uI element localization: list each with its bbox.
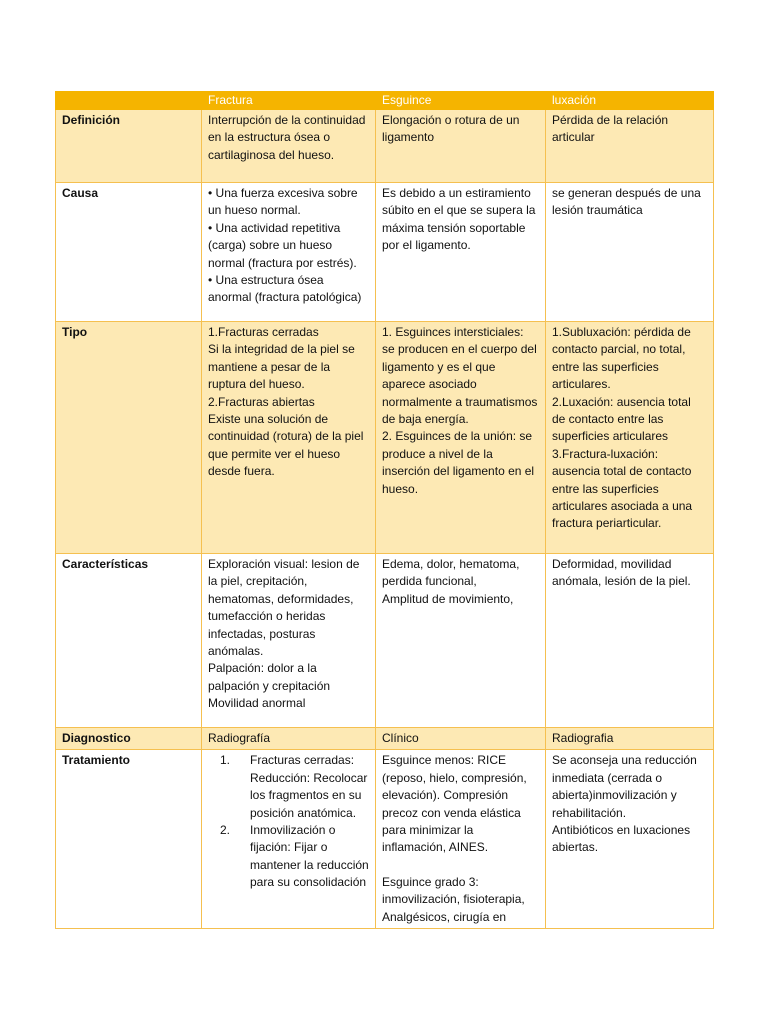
cell-tratamiento-fractura — [202, 750, 376, 929]
cell-tratamiento-esguince — [376, 750, 546, 929]
cell-diagnostico-luxacion: Radiografia — [546, 728, 714, 750]
text-line: Si la integridad de la piel se mantiene a pesar de la ruptura del hueso. — [208, 342, 355, 392]
text-line: Amplitud de movimiento, — [382, 591, 514, 606]
cell-diagnostico-esguince: Clínico — [376, 728, 546, 750]
row-diagnostico — [56, 728, 714, 750]
header-esguince: Esguince — [376, 92, 546, 110]
list-item — [208, 822, 369, 892]
text-line: Existe una solución de continuidad (rotura) de la piel que permite ver el hueso desde fuera. — [208, 412, 364, 479]
row-label: Diagnostico — [56, 728, 202, 750]
paragraph-gap — [382, 857, 539, 874]
list-number: 1. — [220, 753, 231, 768]
bullet-item: • Una fuerza excesiva sobre un hueso normal. — [208, 186, 358, 218]
cell-definicion-esguince: Elongación o rotura de un ligamento — [376, 110, 546, 183]
row-label: Definición — [56, 110, 202, 183]
list-item — [208, 752, 369, 822]
header-empty-cell — [56, 92, 202, 110]
cell-caracteristicas-fractura — [202, 554, 376, 728]
text-line: Edema, dolor, hematoma, perdida funcional, — [382, 557, 520, 589]
text-line: Se aconseja una reducción inmediata (cerrada o abierta)inmovilización y rehabilitación. — [552, 753, 697, 820]
list-text: Fracturas cerradas: Reducción: Recolocar los fragmentos en su posición anatómica. — [250, 753, 368, 820]
cell-definicion-fractura: Interrupción de la continuidad en la estructura ósea o cartilaginosa del hueso. — [202, 110, 376, 183]
header-fractura: Fractura — [202, 92, 376, 110]
cell-tratamiento-luxacion — [546, 750, 714, 929]
list-number: 2. — [220, 823, 231, 838]
cell-causa-luxacion: se generan después de una lesión traumática — [546, 183, 714, 322]
row-tipo — [56, 322, 714, 554]
row-label: Causa — [56, 183, 202, 322]
text-line: 2.Fracturas abiertas — [208, 394, 315, 409]
text-line: Esguince menos: RICE (reposo, hielo, compresión, elevación). Compresión precoz con venda elástica para minimizar la inflamación, AINES. — [382, 753, 527, 855]
numbered-list — [208, 752, 369, 891]
row-definicion — [56, 110, 714, 183]
row-caracteristicas — [56, 554, 714, 728]
comparison-table — [55, 91, 714, 929]
cell-definicion-luxacion: Pérdida de la relación articular — [546, 110, 714, 183]
cell-tipo-luxacion — [546, 322, 714, 554]
text-line: 1. Esguinces intersticiales: se producen en el cuerpo del ligamento y es el que aparece asociado normalmente a traumatismos de baja energía. — [382, 325, 538, 427]
list-text: Inmovilización o fijación: Fijar o mantener la reducción para su consolidación — [250, 823, 369, 890]
cell-tipo-fractura — [202, 322, 376, 554]
row-label: Tratamiento — [56, 750, 202, 929]
bullet-item: • Una actividad repetitiva (carga) sobre un hueso normal (fractura por estrés). — [208, 220, 357, 270]
bullet-item: • Una estructura ósea anormal (fractura patológica) — [208, 273, 362, 305]
text-line: Movilidad anormal — [208, 696, 306, 711]
cell-causa-fractura — [202, 183, 376, 322]
text-line: 2.Luxación: ausencia total de contacto entre las superficies articulares — [552, 394, 691, 444]
row-label: Características — [56, 554, 202, 728]
text-line: 1.Fracturas cerradas — [208, 325, 319, 339]
cell-tipo-esguince — [376, 322, 546, 554]
text-line: Antibióticos en luxaciones abiertas. — [552, 823, 691, 855]
row-label: Tipo — [56, 322, 202, 554]
text-line: 1.Subluxación: pérdida de contacto parcial, no total, entre las superficies articulares. — [552, 325, 691, 392]
text-line: Esguince grado 3: inmovilización, fisioterapia, Analgésicos, cirugía en — [382, 874, 525, 924]
cell-caracteristicas-esguince — [376, 554, 546, 728]
cell-diagnostico-fractura: Radiografía — [202, 728, 376, 750]
cell-caracteristicas-luxacion: Deformidad, movilidad anómala, lesión de la piel. — [546, 554, 714, 728]
header-luxacion: luxación — [546, 92, 714, 110]
text-line: 2. Esguinces de la unión: se produce a nivel de la inserción del ligamento en el hueso. — [382, 429, 535, 496]
text-line: 3.Fractura-luxación: ausencia total de contacto entre las superficies articulares asociada a una fractura periarticular. — [552, 446, 693, 531]
table-header-row — [56, 92, 714, 110]
text-line: Exploración visual: lesion de la piel, crepitación, hematomas, deformidades, tumefacción o heridas infectadas, posturas anómalas. — [208, 557, 360, 659]
text-line: Palpación: dolor a la palpación y crepitación — [208, 661, 331, 693]
row-tratamiento — [56, 750, 714, 929]
cell-causa-esguince: Es debido a un estiramiento súbito en el que se supera la máxima tensión soportable por el ligamento. — [376, 183, 546, 322]
row-causa — [56, 183, 714, 322]
